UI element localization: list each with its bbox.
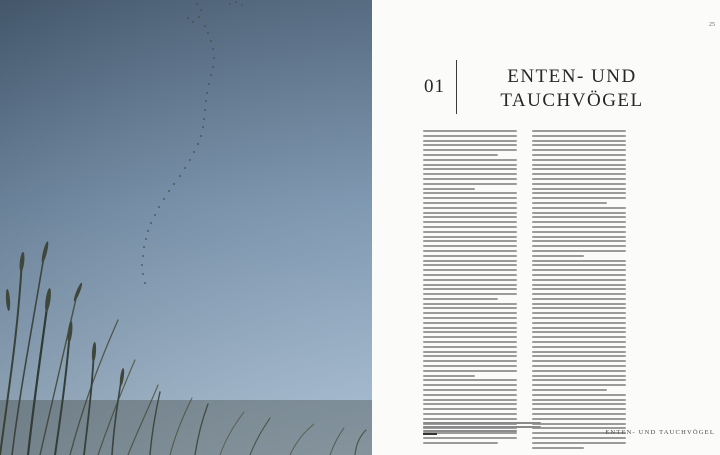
chapter-number: 01 <box>424 76 445 97</box>
page-number: 25 <box>709 22 715 28</box>
chapter-title <box>472 65 672 113</box>
chapter-title-line-1: ENTEN- UND <box>507 66 637 87</box>
body-text-column-1 <box>423 130 517 447</box>
chapter-divider <box>456 60 457 114</box>
photo-caption <box>423 422 541 434</box>
chapter-title-line-2: TAUCHVÖGEL <box>500 90 644 111</box>
running-head: ENTEN- UND TAUCHVÖGEL <box>605 429 715 436</box>
body-text-column-2 <box>532 130 626 451</box>
text-page <box>372 0 720 455</box>
